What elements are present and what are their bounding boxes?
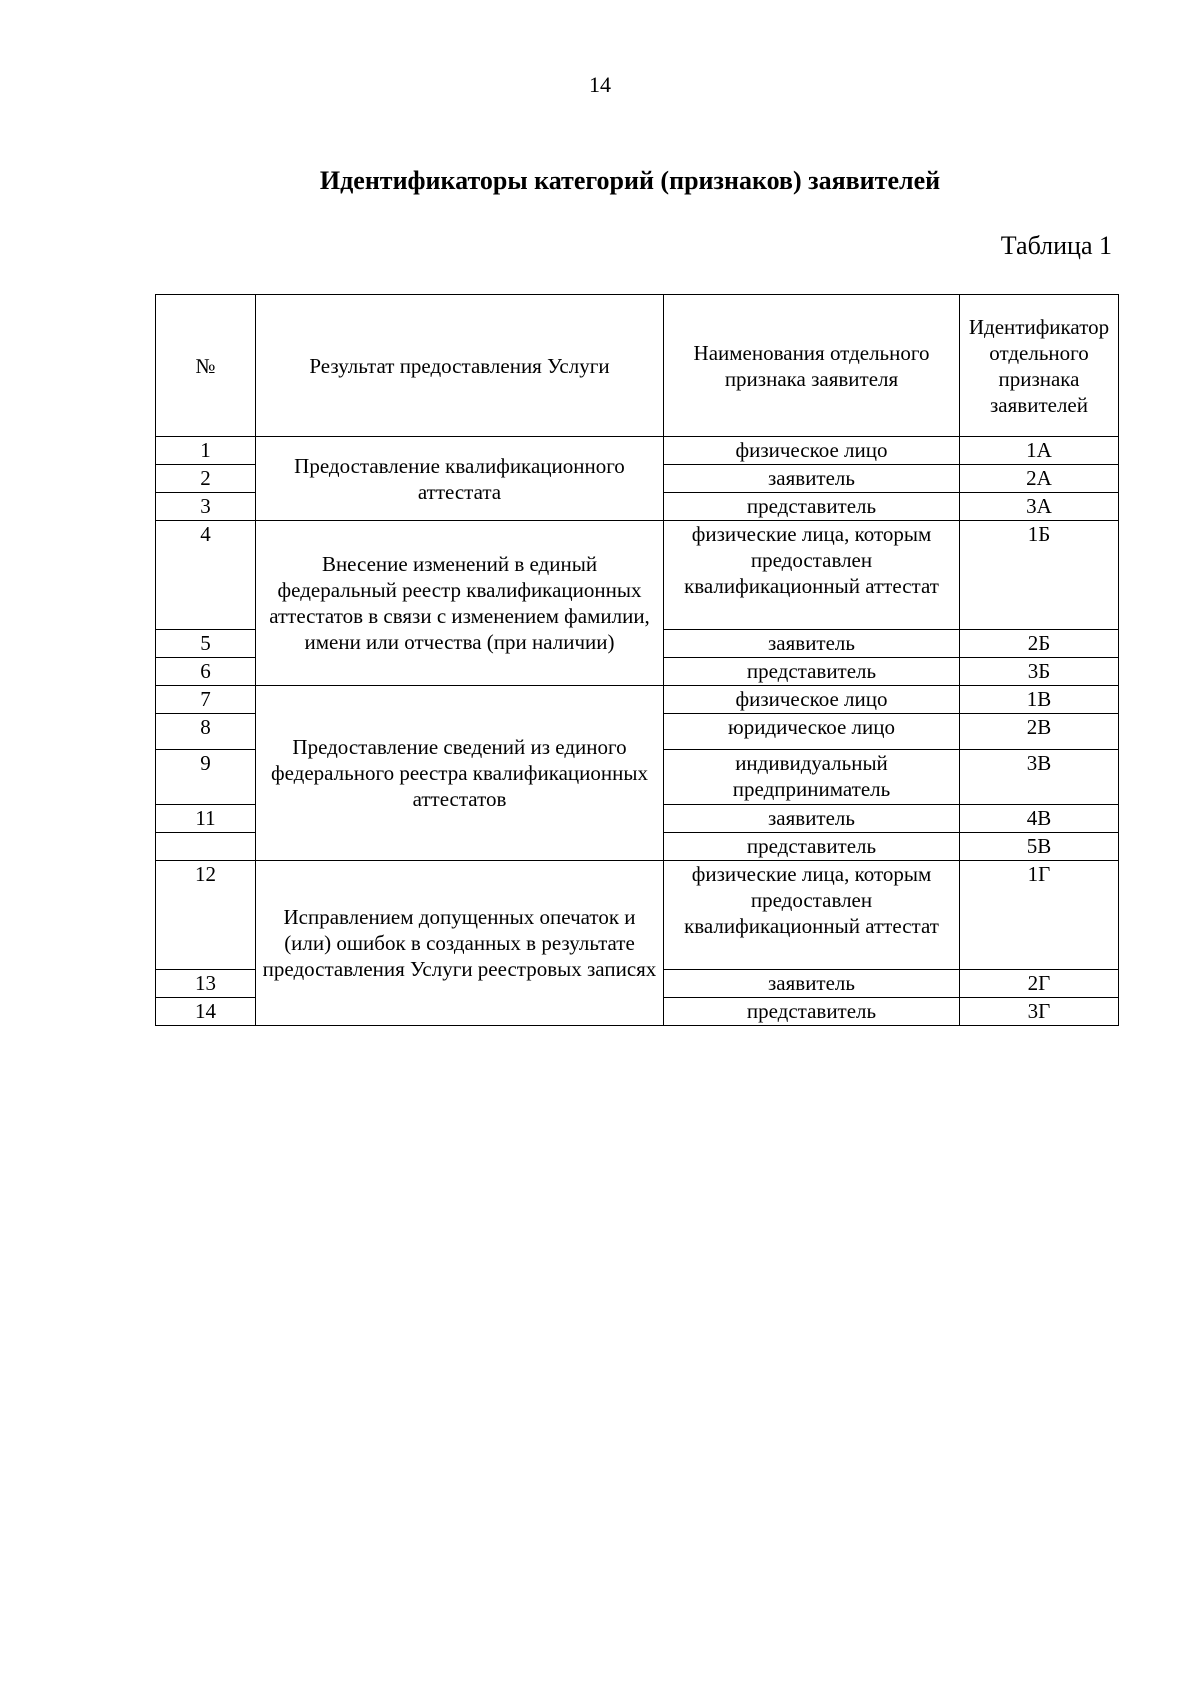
table-row [156, 521, 1119, 630]
row-code: 1Г [960, 861, 1119, 970]
row-num: 14 [156, 998, 256, 1026]
row-code: 3В [960, 750, 1119, 805]
row-result: Внесение изменений в единый федеральный реестр квалификационных аттестатов в связи с изменением фамилии, имени или отчества (при наличии) [256, 521, 664, 686]
row-name: заявитель [664, 465, 960, 493]
row-result: Предоставление сведений из единого федерального реестра квалификационных аттестатов [256, 686, 664, 861]
row-name: физические лица, которым предоставлен квалификационный аттестат [664, 861, 960, 970]
row-code: 2А [960, 465, 1119, 493]
identifiers-table [155, 294, 1119, 1026]
table-row [156, 861, 1119, 970]
row-code: 3Б [960, 658, 1119, 686]
row-num: 3 [156, 493, 256, 521]
row-name: юридическое лицо [664, 714, 960, 750]
document-title: Идентификаторы категорий (признаков) заявителей [319, 166, 941, 195]
row-num: 13 [156, 970, 256, 998]
row-num: 5 [156, 630, 256, 658]
row-name: заявитель [664, 805, 960, 833]
header-result: Результат предоставления Услуги [256, 295, 664, 437]
header-code: Идентификатор отдельного признака заявителей [960, 295, 1119, 437]
table-caption: Таблица 1 [1000, 231, 1112, 260]
row-code: 2Б [960, 630, 1119, 658]
row-name: заявитель [664, 630, 960, 658]
row-num: 2 [156, 465, 256, 493]
row-code: 3А [960, 493, 1119, 521]
row-name: заявитель [664, 970, 960, 998]
row-num: 1 [156, 437, 256, 465]
row-num: 7 [156, 686, 256, 714]
header-num: № [156, 295, 256, 437]
row-code: 1А [960, 437, 1119, 465]
row-num: 6 [156, 658, 256, 686]
row-code: 3Г [960, 998, 1119, 1026]
row-name: представитель [664, 493, 960, 521]
row-name: физическое лицо [664, 686, 960, 714]
row-name: представитель [664, 998, 960, 1026]
header-name: Наименования отдельного признака заявителя [664, 295, 960, 437]
row-code: 4В [960, 805, 1119, 833]
page-number: 14 [589, 72, 611, 97]
row-result: Предоставление квалификационного аттестата [256, 437, 664, 521]
row-result: Исправлением допущенных опечаток и (или) ошибок в созданных в результате предоставления Услуги реестровых записях [256, 861, 664, 1026]
row-code: 5В [960, 833, 1119, 861]
row-name: представитель [664, 833, 960, 861]
row-num [156, 833, 256, 861]
row-name: индивидуальный предприниматель [664, 750, 960, 805]
row-num: 8 [156, 714, 256, 750]
row-code: 1Б [960, 521, 1119, 630]
row-num: 4 [156, 521, 256, 630]
row-num: 9 [156, 750, 256, 805]
row-code: 2В [960, 714, 1119, 750]
row-num: 12 [156, 861, 256, 970]
row-name: физическое лицо [664, 437, 960, 465]
row-code: 1В [960, 686, 1119, 714]
table-row [156, 437, 1119, 465]
table-row [156, 686, 1119, 714]
row-name: представитель [664, 658, 960, 686]
row-name: физические лица, которым предоставлен квалификационный аттестат [664, 521, 960, 630]
table-header-row [156, 295, 1119, 437]
row-code: 2Г [960, 970, 1119, 998]
row-num: 11 [156, 805, 256, 833]
